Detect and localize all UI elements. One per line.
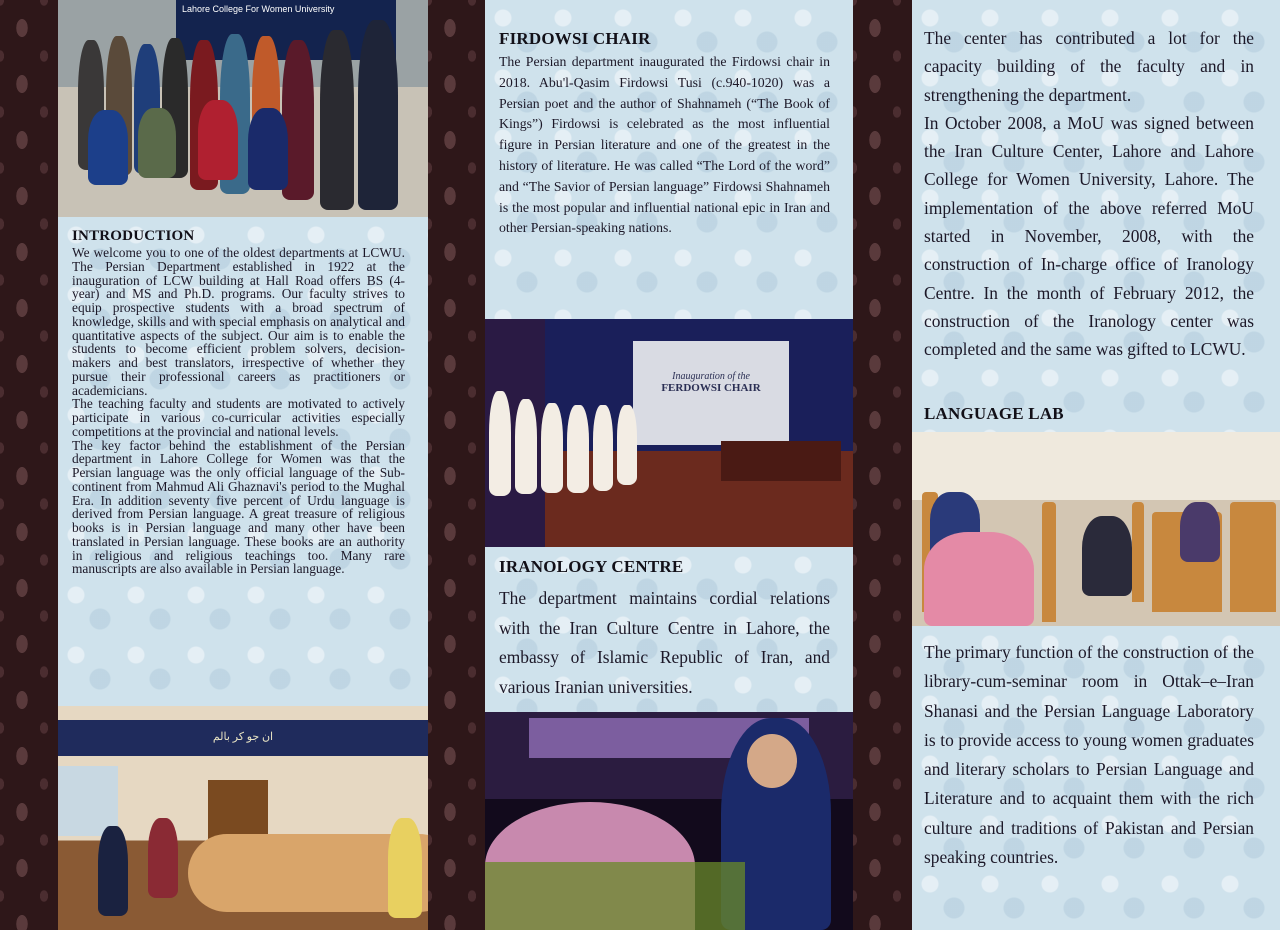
introduction-paragraph-3: The key factor behind the establishment of the Persian department in Lahore College for Women was that the Persian language was the only official language of the Sub-continent from Mahmud Ali Ghaznavi's period to the Mughal Era. In addition seventy five percent of Urdu language is derived from Persian language. A great treasure of religious books is in Persian language and many other have been translated in Persian language. These books are an authority in religious and religious teachings too. Many rare manuscripts are also available in Persian language. xyxy=(72,437,405,577)
iranology-title: IRANOLOGY CENTRE xyxy=(499,557,684,576)
speaker-photo xyxy=(485,712,853,930)
iranology-continued xyxy=(924,24,1254,364)
group-photo-banner: Lahore College For Women University xyxy=(176,0,396,60)
right-gutter xyxy=(853,0,912,930)
mou-paragraph: In October 2008, a MoU was signed between the Iran Culture Center, Lahore and Lahore College for Women University, Lahore. The implementation of the above referred MoU started in November, 2008, with the construction of In-charge office of Iranology Centre. In the month of February 2012, the construction of the Iranology center was completed and the same was gifted to LCWU. xyxy=(924,112,1254,360)
stage-photo xyxy=(485,319,853,547)
stage-screen-line2: FERDOWSI CHAIR xyxy=(661,382,761,394)
left-gutter xyxy=(428,0,485,930)
language-lab-body: The primary function of the construction of the library-cum-seminar room in Ottak–e–Iran Shanasi and the Persian Language Laboratory is to provide access to young women graduates and literary scholars to Persian Language and Literature and to acquaint them with the rich culture and traditions of Pakistan and Persian speaking countries. xyxy=(924,642,1254,868)
stage-screen-line1: Inauguration of the xyxy=(672,371,750,382)
center-contribution-paragraph: The center has contributed a lot for the capacity building of the faculty and in strengthening the department. xyxy=(924,28,1254,105)
introduction-title: INTRODUCTION xyxy=(72,228,195,244)
group-photo xyxy=(58,0,428,217)
stage-screen xyxy=(633,341,789,445)
classroom-photo xyxy=(58,706,428,930)
firdowsi-title: FIRDOWSI CHAIR xyxy=(499,29,651,48)
left-border xyxy=(0,0,58,930)
introduction-body xyxy=(72,246,405,576)
introduction-paragraph-1: We welcome you to one of the oldest departments at LCWU. The Persian Department established in 1922 at the inauguration of LCW building at Hall Road offers BS (4-year) and MS and Ph.D. programs. Our faculty strives to equip prospective students with a broad spectrum of knowledge, skills and with special emphasis on analytical and quantitative aspects of the subject. Our aim is to enable the students to become efficient problem solvers, decision-makers and best translators, irrespective of whether they pursue their professional careers as practitioners or academicians. xyxy=(72,245,405,398)
iranology-body: The department maintains cordial relations with the Iran Culture Centre in Lahore, the embassy of Islamic Republic of Iran, and various Iranian universities. xyxy=(499,588,830,697)
firdowsi-body: The Persian department inaugurated the Firdowsi chair in 2018. Abu'l-Qasim Firdowsi Tusi (c.940-1020) was a Persian poet and the author of Shahnameh (“The Book of Kings”) Firdowsi is celebrated as the most influential figure in Persian literature and one of the greatest in the history of literature. He was called “The Lord of the word” and “The Savior of Persian language” Firdowsi Shahnameh is the most popular and influential national epic in Iran and other Persian-speaking nations. xyxy=(499,54,830,236)
language-lab-title: LANGUAGE LAB xyxy=(924,404,1064,423)
language-lab-photo xyxy=(912,432,1280,626)
calligraphy-band: ﺍﻥ ﺟﻮ ﮐﺮ ﺑﺎﻟﻢ xyxy=(58,720,428,756)
introduction-paragraph-2: The teaching faculty and students are motivated to actively participate in various co-curricular activities especially competitions at the provincial and national levels. xyxy=(72,396,405,439)
